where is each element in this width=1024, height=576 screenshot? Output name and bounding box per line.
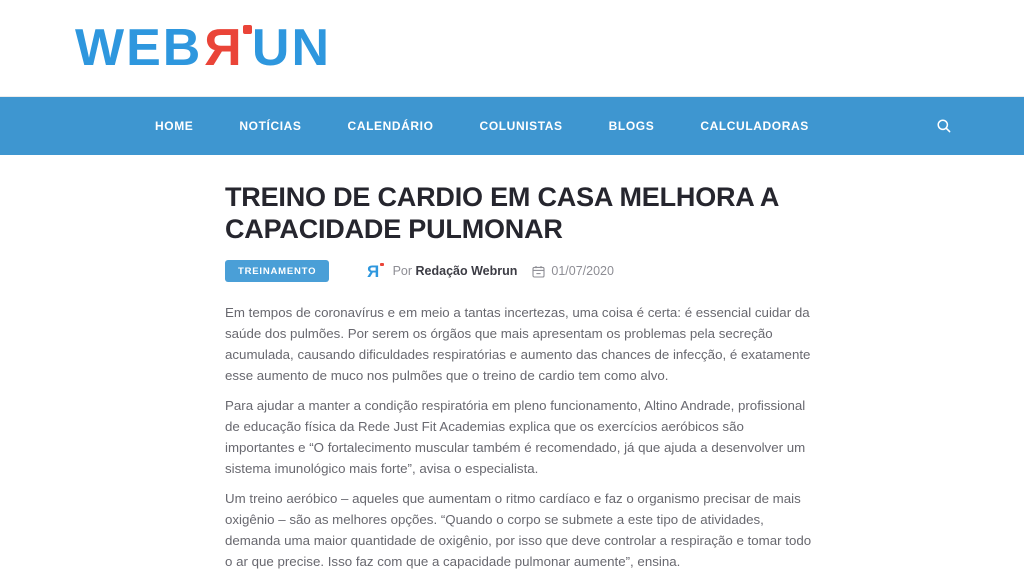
calendar-icon	[532, 265, 545, 278]
author-avatar-r-icon: R	[367, 263, 379, 280]
byline-prefix: Por	[392, 264, 413, 279]
author-name[interactable]: Redação Webrun	[415, 264, 518, 279]
paragraph-1: Em tempos de coronavírus e em meio a tantas incertezas, uma coisa é certa: é essencial cuidar da saúde dos pulmões. Por serem os órgãos que mais apresentam os problemas pela secreção acumulada, causando dificuldades respiratórias e aumento das chances de infecção, é exatamente esse aumento de muco nos pulmões que o treino de cardio tem como alvo.	[225, 305, 811, 384]
publish-date: 01/07/2020	[551, 264, 614, 279]
article-meta	[225, 260, 1024, 282]
search-icon	[936, 118, 952, 134]
article-title: TREINO DE CARDIO EM CASA MELHORA A CAPACIDADE PULMONAR	[225, 182, 779, 244]
logo-part-web: WEB	[75, 19, 203, 77]
main-nav	[0, 97, 1024, 155]
paragraph-2: Para ajudar a manter a condição respiratória em pleno funcionamento, Altino Andrade, profissional de educação física da Rede Just Fit Academias explica que os exercícios aeróbicos são importantes e “O fortalecimento muscular também é recomendado, já que ajuda a desenvolver um sistema imunológico mais forte”, avisa o especialista.	[225, 398, 806, 477]
article-body	[225, 302, 813, 572]
site-header	[0, 0, 1024, 97]
nav-item-noticias[interactable]: NOTÍCIAS	[239, 119, 302, 133]
nav-item-colunistas[interactable]: COLUNISTAS	[479, 119, 563, 133]
logo-part-un: UN	[251, 19, 331, 77]
webrun-logo[interactable]	[75, 19, 331, 77]
article	[0, 155, 1024, 572]
nav-item-home[interactable]: HOME	[155, 119, 194, 133]
logo-r-mark-icon: R	[202, 22, 242, 74]
byline	[393, 264, 518, 278]
search-button[interactable]	[936, 118, 952, 134]
nav-item-blogs[interactable]: BLOGS	[608, 119, 655, 133]
avatar-red-dot	[380, 263, 384, 267]
paragraph-3: Um treino aeróbico – aqueles que aumentam o ritmo cardíaco e faz o organismo precisar de mais oxigênio – são as melhores opções. “Quando o corpo se submete a este tipo de atividades, demanda uma maior quantidade de oxigênio, por isso que deve controlar a respiração e tomar todo o ar que precise. Isso faz com que a capacidade pulmonar aumente”, ensina.	[225, 491, 812, 570]
nav-item-calculadoras[interactable]: CALCULADORAS	[700, 119, 809, 133]
category-badge[interactable]: TREINAMENTO	[225, 260, 329, 282]
logo-red-dot	[243, 25, 252, 34]
nav-item-calendario[interactable]: CALENDÁRIO	[347, 119, 434, 133]
